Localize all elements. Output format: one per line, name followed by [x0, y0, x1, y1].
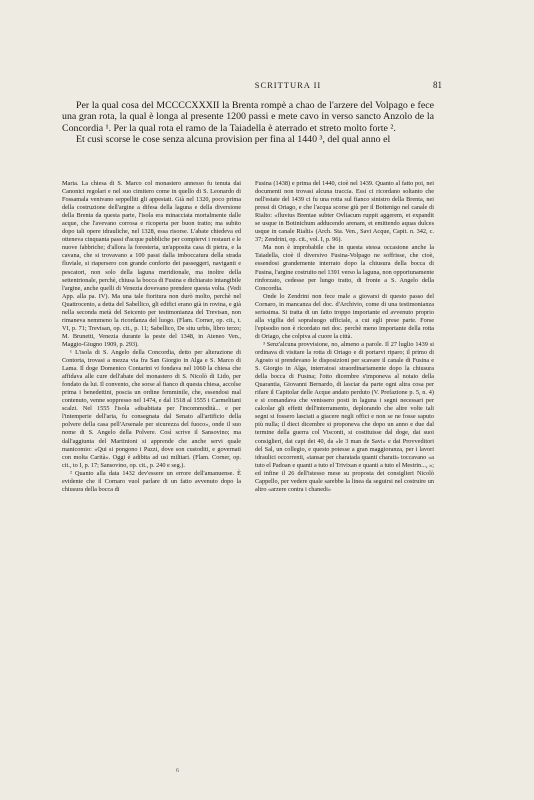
- footnote-paragraph: ² Quanto alla data 1432 dev'essere un errore dell'amanuense. È evidente che il Cornaro vuol parlare di un fatto avvenuto dopo la chiusura della bocca di: [62, 469, 241, 493]
- signature-mark: 6: [176, 768, 179, 774]
- running-header: [142, 80, 442, 94]
- footnote-paragraph: Ma non è improbabile che in questa stessa occasione anche la Taiadella, cioè il diversivo Fusina-Volpago ne soffrisse, che cioè, essendosi grandemente interrato dopo la chiusura della bocca di Fusina, l'argine costruito nel 1391 verso la laguna, non opportunamente rinforzato, cedesse per lungo tratto, di fronte a S. Angelo della Concordia.: [255, 244, 434, 292]
- main-text: [62, 100, 434, 146]
- footnote-paragraph: ³ Senz'alcuna provvisione, no, almeno a parole. Il 27 luglio 1439 si ordinava di visitare la rotta di Oriago e di portarvi riparo; il primo di Agosto si prendevano le disposizioni per scavare il canale di Fusina e S. Giorgio in Alga, interratosi straordinariamente dopo la chiusura della bocca di Fusina; l'otto dicembre s'imponeva al notaio della Quarantia, Giovanni Bernardo, di lasciar da parte ogni altra cosa per rifare il Capitolar delle Acque andato perduto (V. Prefazione p. 5, n. 4) e si comandava che venissero posti in laguna i segni necessari per calcolar gli effetti dell'interramento, deplorando che altre volte tali segni si fossero lasciati a giacere negli offici e non se ne fosse saputo più nulla; il dieci dicembre si proponeva che dopo un anno e due dal termine della guerra col Visconti, si costituisse dal doge, dai suoi consiglieri, dai capi dei 40, da «le 3 man de Savi» e dai Provveditori del Sal, un collegio, e questo potesse a gran maggioranza, per i lavori idraulici occorrenti, «tansar per charatada quanti charati» toccavano «a tuto el Padoan e quanti a tuto el Trivixan e quanti a tuto el Mestrin..., »; ed infine il 26 dell'istesso mese su proposta dei consiglieri Nicolò Cappello, per vedere quale sarebbe la linea da seguirsi nel costruire un altro «arzere contra i chanedi»: [255, 340, 434, 493]
- footnotes-right-column: [255, 180, 434, 494]
- footnote-paragraph: Maria. La chiesa di S. Marco col monastero annesso fu tenuta dai Canonici regolari e nel suo cimitero come in quello di S. Leonardo di Fossamala venivano seppelliti gli appestati. Già nel 1320, poco prima della costruzione dell'argine a difesa della laguna e della diversione della Brenta da questa parte, l'isola era minacciata mortalmente dalle acque, che l'avevano corrosa e ricoperta per buon tratto; ma subito dopo tali opere idrauliche, nel 1328, essa risorse. L'abate chiedeva ed otteneva cinquanta passi d'acque pubbliche per compiervi i restauri e le nuove fabbriche; d'allora la foresteria, un'apposita casa di pietra, e la cavana, che si trovavano a 100 passi dalla imboccatura della strada fluviale, si riapersero con grande conforto dei passeggeri, naviganti e pescatori, non solo della laguna meridionale, ma inoltre della settentrionale, perchè, chiusa la bocca di Fusina e dichiarato intangibile l'argine, anche quelli di Venezia dovevano prendere questa volta. (Vedi App. alla pa. IV). Ma una tale fioritura non durò molto, perchè nel Quattrocento, a detta del Sabellico, gli edifici erano già in rovina, e già nella seconda metà del Seicento per testimonianza del Trevisan, non rimaneva nemmeno la ricordanza del luogo. (Flam. Corner, op. cit., t. VI, p. 71; Trevisan, op. cit., p. 11; Sabellico, De situ urbis, libro terzo; M. Brunetti, Venezia durante la peste del 1348, in Ateneo Ven., Maggio-Giugno 1909, p. 293).: [62, 180, 241, 348]
- running-title: SCRITTURA II: [254, 80, 322, 90]
- main-paragraph: Et cusì scorse le cose senza alcuna provision per fina al 1440 ³, del qual anno el: [76, 134, 391, 146]
- page-number: 81: [433, 80, 442, 90]
- footnotes: [62, 180, 434, 494]
- footnote-paragraph: Fusina (1438) e prima del 1440, cioè nel 1439. Quanto al fatto poi, nei documenti non trovasi alcuna traccia. Essi ci ricordano soltanto che nell'estate del 1439 ci fu una rotta sul fianco sinistro della Brenta, nei pressi di Oriago, e che l'acqua scorse giù per il Bottenigo nel canale di Rialto: «fluvius Brentae subter Ovliacum ruppit aggerem, et expandit se usque in Botinichum adducendo arenam, et emittendo aquas dulces usque in canale Rialti» (Arch. Sta. Ven., Savi Acque, Capit. n. 342, c. 37; Zendrini, op. cit., vol. I, p. 96).: [255, 180, 434, 244]
- main-paragraph: Per la qual cosa del MCCCCXXXII la Brenta rompè a chao de l'arzere del Volpago e fece una gran rota, la qual è longa al presente 1200 passi e mete cavo in verso sancto Anzolo de la Concordia ¹. Per la qual rota el ramo de la Taiadella è aterrado et streto molto forte ².: [62, 100, 434, 134]
- footnote-paragraph: ¹ L'isola di S. Angelo della Concordia, detto per alterazione di Contorta, trovasi a mezza via fra San Giorgio in Alga e S. Marco di Lama. Il doge Domenico Contarini vi fondava nel 1060 la chiesa che affidava alle cure dell'abate del monastero di S. Nicolò di Lido, per fondato da lui. Il convento, che sorse al fianco di questa chiesa, accolse prima i benedettini, poscia un ordine femminile, che, essendosi mal contenuto, venne soppresso nel 1474, e dal 1518 al 1555 i Carmelitani scalzi. Nel 1555 l'isola «disabitata per l'incommodità... e per l'intemperie dell'aria, fu consegnata dal Senato all'artificio della polvere della casa pell'Arsenale per sicurezza del fuoco», onde il suo nome di S. Angelo della Polvere. Così scrive il Sansovino; ma dall'aggiunta del Martinioni si apprende che anche servi quale manicomio: «Qui si pongono i Pazzi, dove son custoditi, e governati con molta Carità». Oggi è adibita ad usi militari. (Flam. Corner, op. cit., to I, p. 17; Sansovino, op. cit., p. 240 e seg.).: [62, 348, 241, 469]
- footnote-paragraph: Onde lo Zendrini non fece male a giovarsi di questo passo del Cornaro, in mancanza del doc. d'Archivio, come di una testimonianza serissima. Si tratta di un fatto troppo importante ed avvenuto proprio alla vigilia del sopraluogo ufficiale, a cui egli prese parte. Forse l'episodio non è ricordato nei doc. perchè meno importante della rotta di Oriago, che colpiva al cuore la città.: [255, 292, 434, 340]
- footnotes-left-column: [62, 180, 241, 494]
